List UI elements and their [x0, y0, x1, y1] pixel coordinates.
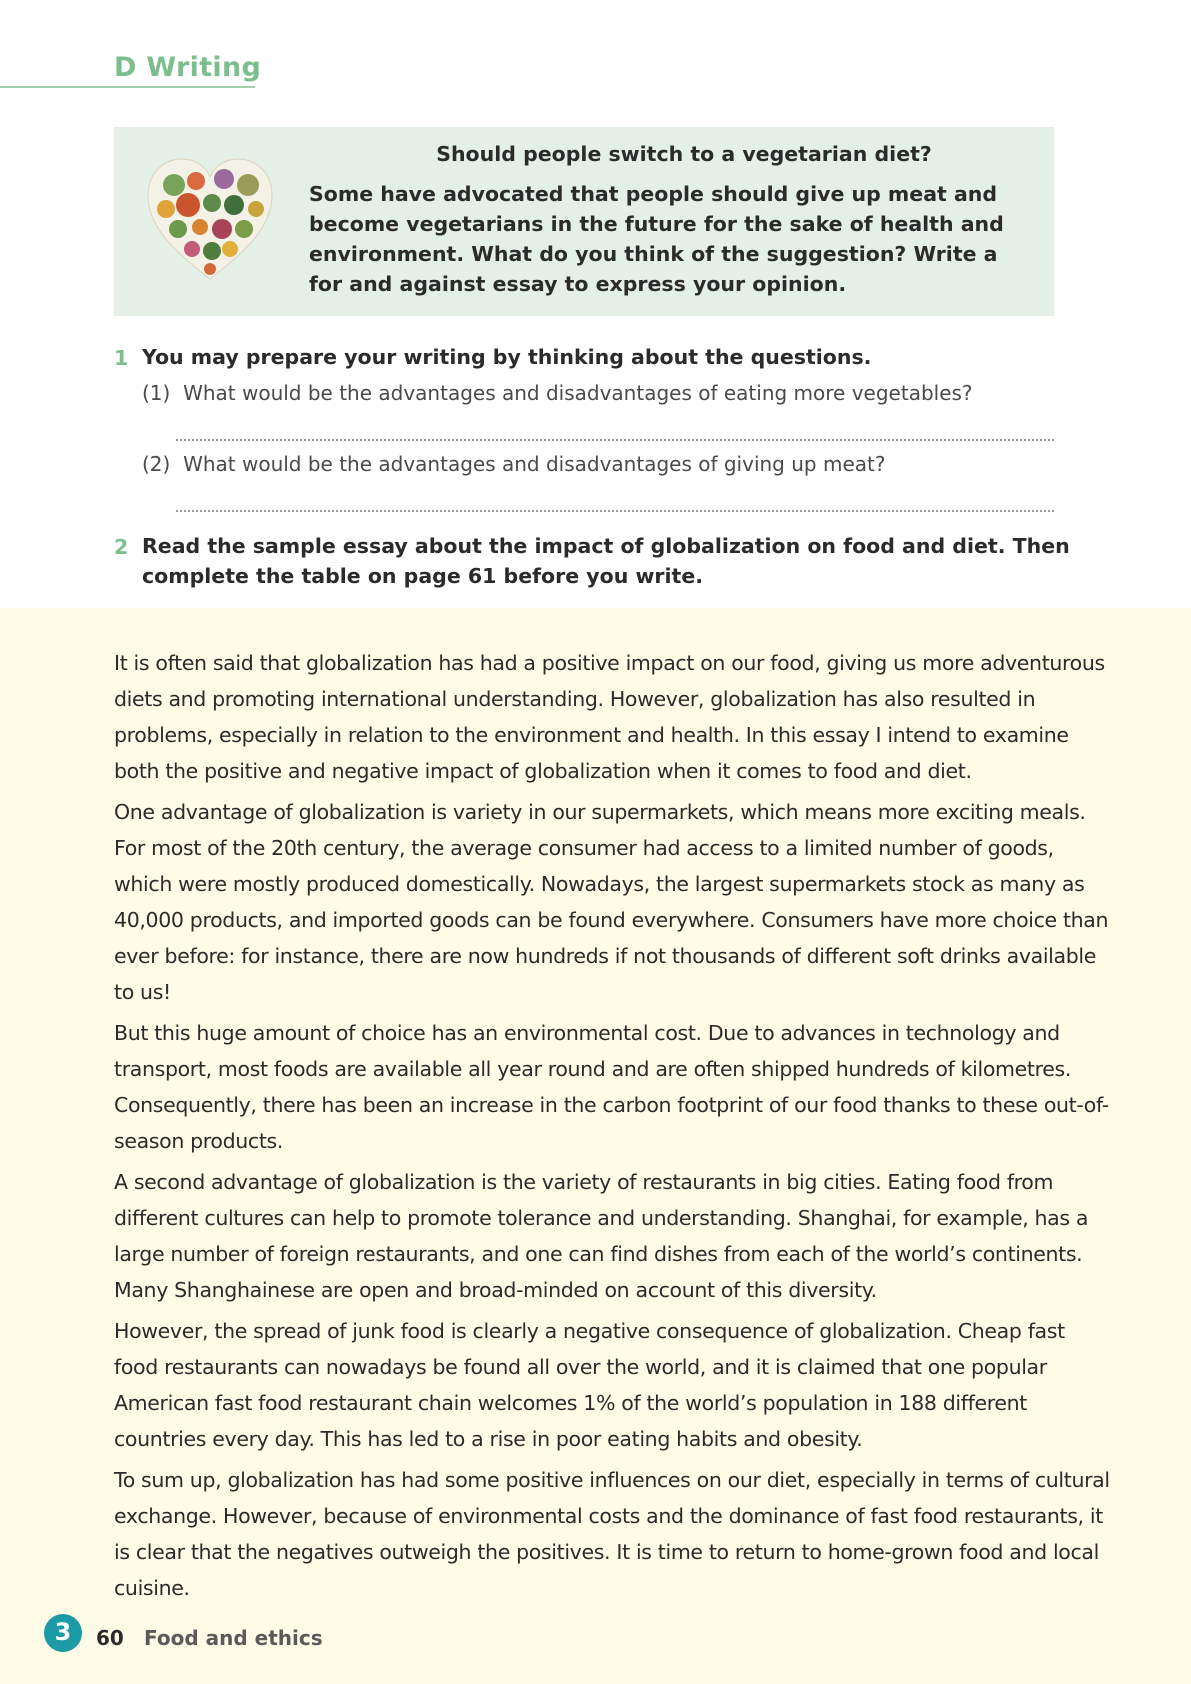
question-text-line: Read the sample essay about the impact of globalization on food and diet. Then	[142, 534, 1070, 558]
essay-paragraph: A second advantage of globalization is the variety of restaurants in big cities. Eating food from different cultures can help to promote tolerance and understanding. Shanghai, for example, has a large number of foreign restaurants, and one can find dishes from each of the world’s continents. Many Shanghainese are open and broad-minded on account of this diversity.	[114, 1170, 1089, 1302]
question-text	[142, 531, 1070, 591]
essay-paragraph: It is often said that globalization has had a positive impact on our food, giving us more adventurous diets and promoting international understanding. However, globalization has also resulted in problems, especially in relation to the environment and health. In this essay I intend to examine both the positive and negative impact of globalization when it comes to food and diet.	[114, 651, 1105, 783]
question-number: 1	[114, 346, 129, 370]
answer-line[interactable]	[176, 439, 1054, 441]
sub-question-label: (2)	[142, 452, 171, 476]
essay-paragraph: However, the spread of junk food is clearly a negative consequence of globalization. Cheap fast food restaurants can nowadays be found all over the world, and it is claimed that one popular American fast food restaurant chain welcomes 1% of the world’s population in 188 different countries every day. This has led to a rise in poor eating habits and obesity.	[114, 1319, 1065, 1451]
section-title: D Writing	[114, 52, 262, 83]
essay-paragraph: One advantage of globalization is variety in our supermarkets, which means more exciting meals. For most of the 20th century, the average consumer had access to a limited number of goods, which were mostly produced domestically. Nowadays, the largest supermarkets stock as many as 40,000 products, and imported goods can be found everywhere. Consumers have more choice than ever before: for instance, there are now hundreds if not thousands of different soft drinks available to us!	[114, 800, 1109, 1004]
unit-title: Food and ethics	[144, 1626, 323, 1650]
unit-badge: 3	[44, 1614, 82, 1652]
sub-question-label: (1)	[142, 381, 171, 405]
writing-prompt-box	[114, 127, 1054, 316]
sub-question	[142, 452, 885, 476]
essay-paragraph: But this huge amount of choice has an environmental cost. Due to advances in technology and transport, most foods are available all year round and are often shipped hundreds of kilometres. Consequently, there has been an increase in the carbon footprint of our food thanks to these out-of-season products.	[114, 1021, 1109, 1153]
section-divider	[0, 86, 255, 88]
vegetable-heart-icon	[144, 155, 276, 285]
prompt-title: Should people switch to a vegetarian diet?	[436, 142, 932, 166]
sub-question	[142, 381, 973, 405]
question-text-line: complete the table on page 61 before you write.	[142, 564, 704, 588]
answer-line[interactable]	[176, 510, 1054, 512]
essay-paragraph: To sum up, globalization has had some positive influences on our diet, especially in terms of cultural exchange. However, because of environmental costs and the dominance of fast food restaurants, it is clear that the negatives outweigh the positives. It is time to return to home-grown food and local cuisine.	[114, 1468, 1110, 1600]
prompt-body: Some have advocated that people should give up meat and become vegetarians in the future for the sake of health and environment. What do you think of the suggestion? Write a for and against essay to express your opinion.	[309, 182, 1004, 296]
sample-essay	[114, 645, 1114, 1611]
question-number: 2	[114, 535, 129, 559]
sub-question-text: What would be the advantages and disadvantages of eating more vegetables?	[183, 381, 973, 405]
page-number: 60	[96, 1626, 124, 1650]
question-text: You may prepare your writing by thinking about the questions.	[142, 345, 872, 369]
sub-question-text: What would be the advantages and disadvantages of giving up meat?	[183, 452, 886, 476]
